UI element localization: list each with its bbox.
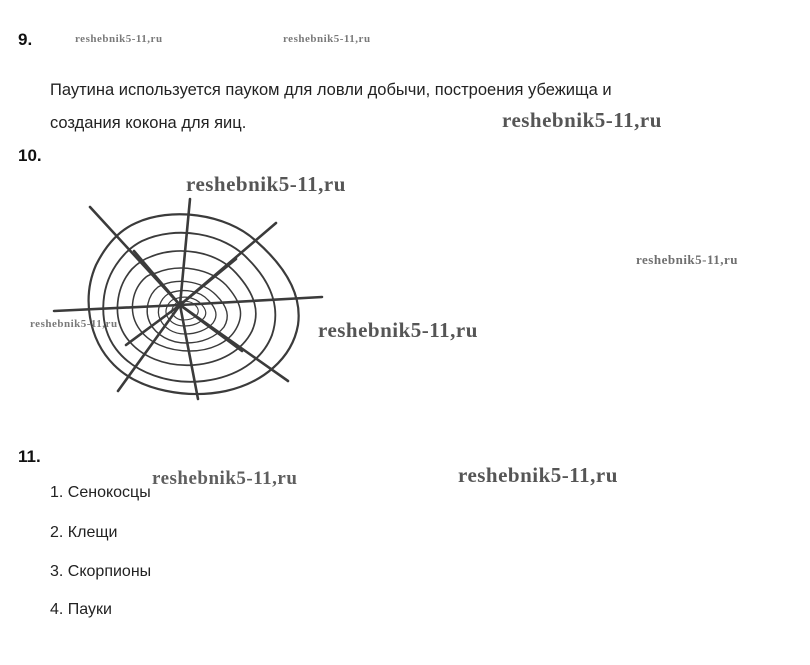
- list-item: 4. Пауки: [50, 601, 112, 618]
- question-number-10: 10.: [18, 146, 42, 165]
- list-item: 1. Сенокосцы: [50, 484, 151, 501]
- watermark: reshebnik5-11,ru: [152, 468, 298, 489]
- watermark: reshebnik5-11,ru: [283, 33, 371, 45]
- question-number-9: 9.: [18, 30, 33, 49]
- list-item: 2. Клещи: [50, 524, 118, 541]
- watermark: reshebnik5-11,ru: [318, 318, 478, 342]
- spider-web-figure: [30, 185, 340, 410]
- answer-paragraph-9-line-1: Паутина используется пауком для ловли добычи, построения убежища и: [50, 81, 612, 99]
- answer-paragraph-9-line-2: создания кокона для яиц.: [50, 114, 247, 132]
- watermark: reshebnik5-11,ru: [30, 318, 118, 330]
- list-item: 3. Скорпионы: [50, 563, 152, 580]
- watermark: reshebnik5-11,ru: [502, 108, 662, 132]
- spider-web-drawing: [30, 185, 340, 410]
- watermark: reshebnik5-11,ru: [458, 463, 618, 487]
- watermark: reshebnik5-11,ru: [75, 33, 163, 45]
- watermark: reshebnik5-11,ru: [636, 252, 739, 267]
- question-number-11: 11.: [18, 447, 41, 466]
- watermark: reshebnik5-11,ru: [186, 172, 346, 196]
